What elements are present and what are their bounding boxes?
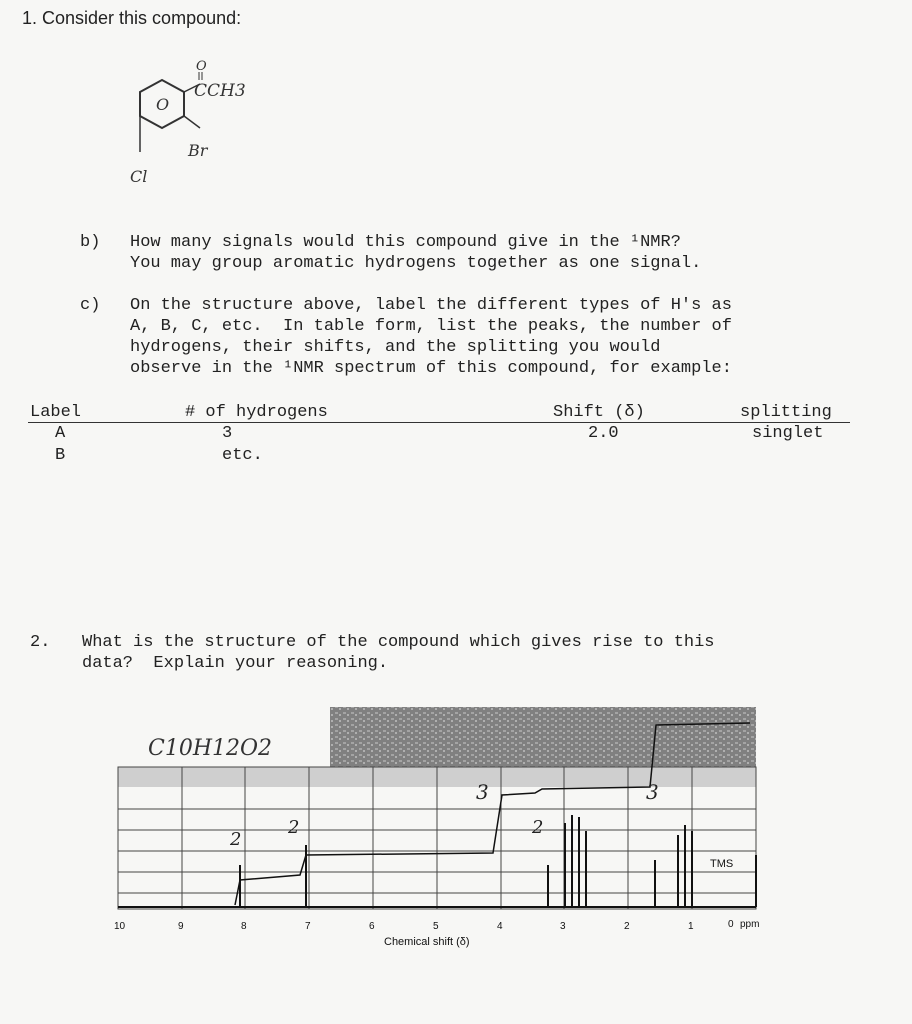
table-cell: etc. <box>222 446 263 465</box>
table-cell: B <box>55 446 66 465</box>
table-cell: A <box>55 424 66 443</box>
integration-label: 2 <box>230 829 242 850</box>
part-b-line-1: How many signals would this compound give in the ¹NMR? <box>130 233 681 252</box>
tms-label: TMS <box>710 858 734 870</box>
question-2-line-2: data? Explain your reasoning. <box>82 654 389 673</box>
integration-label: 3 <box>476 780 489 804</box>
x-tick: 8 <box>241 921 247 932</box>
table-header-label: Label <box>30 403 82 422</box>
ring-circle-label: O <box>156 95 170 114</box>
compound-structure-drawing <box>100 52 300 202</box>
x-axis-ticks <box>114 919 759 932</box>
integration-label: 2 <box>532 817 544 838</box>
table-header-hydrogens: # of hydrogens <box>185 403 328 422</box>
molecular-formula: C10H12O2 <box>148 736 273 761</box>
table-header-rule <box>28 422 850 423</box>
question-2-number: 2. <box>30 633 51 652</box>
part-c-line-2: A, B, C, etc. In table form, list the peaks, the number of <box>130 317 732 336</box>
question-2-line-1: What is the structure of the compound which gives rise to this <box>82 633 715 652</box>
x-tick: 10 <box>114 921 126 932</box>
x-tick: 2 <box>624 921 630 932</box>
integration-label: 2 <box>288 817 300 838</box>
bromo-group: Br <box>188 141 208 160</box>
part-c-line-1: On the structure above, label the different types of H's as <box>130 296 732 315</box>
ppm-label: ppm <box>740 919 760 930</box>
part-c-label: c) <box>80 296 101 315</box>
part-b-line-2: You may group aromatic hydrogens together as one signal. <box>130 254 702 273</box>
question-1-title: 1. Consider this compound: <box>22 8 242 28</box>
part-c-line-3: hydrogens, their shifts, and the splitting you would <box>130 338 661 357</box>
table-header-shift: Shift (δ) <box>553 403 645 422</box>
part-b-label: b) <box>80 233 101 252</box>
x-tick: 0 <box>728 919 734 930</box>
nmr-spectrum <box>110 705 790 955</box>
x-tick: 4 <box>497 921 503 932</box>
x-tick: 9 <box>178 921 184 932</box>
chloro-group: Cl <box>130 167 148 186</box>
x-tick: 5 <box>433 921 439 932</box>
integration-label: 3 <box>646 780 659 804</box>
x-tick: 1 <box>688 921 694 932</box>
x-tick: 7 <box>305 921 311 932</box>
acetyl-group: CCH3 <box>194 81 246 101</box>
x-tick: 6 <box>369 921 375 932</box>
x-tick: 3 <box>560 921 566 932</box>
table-cell: singlet <box>752 424 824 443</box>
table-header-splitting: splitting <box>740 403 832 422</box>
carbonyl-oxygen: O <box>196 59 207 74</box>
x-axis-label: Chemical shift (δ) <box>384 936 470 948</box>
grid <box>118 767 756 909</box>
table-cell: 3 <box>222 424 233 443</box>
table-cell: 2.0 <box>588 424 619 443</box>
part-c-line-4: observe in the ¹NMR spectrum of this compound, for example: <box>130 359 732 378</box>
